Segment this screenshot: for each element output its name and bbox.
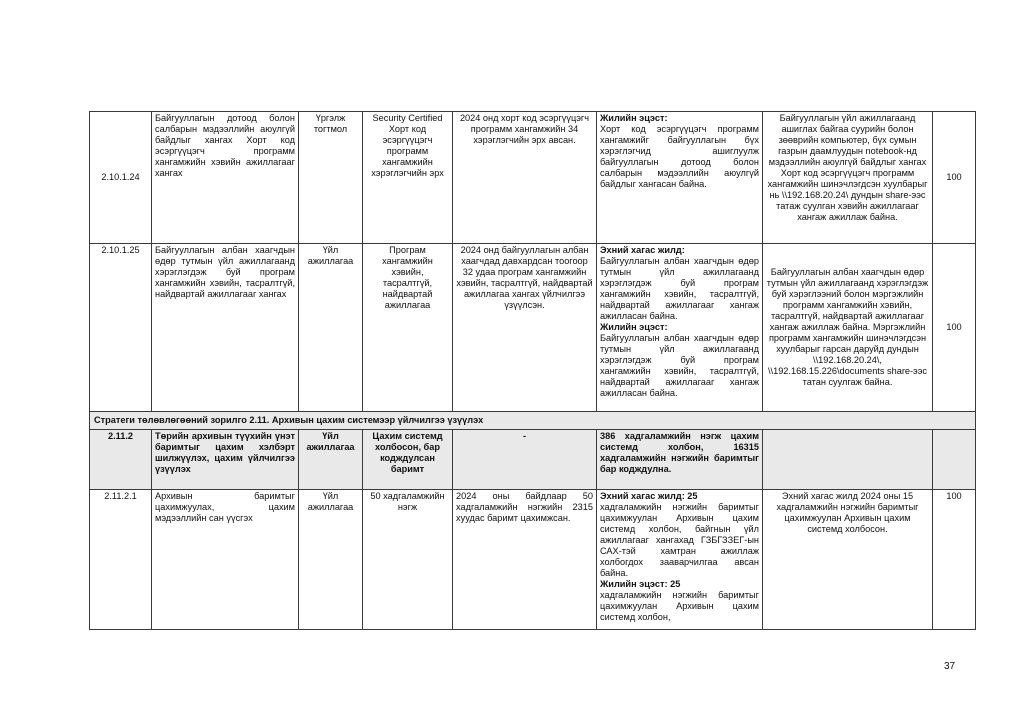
strategy-band bbox=[90, 412, 976, 430]
table-row bbox=[90, 112, 976, 244]
progress-text: хадгаламжийн нэгжийн баримтыг цахимжуулан Архивын цахим системд холбон, байгнын үйл ажиллагааг хангахад ГЗБГЗЗЕГ-ын САХ-тэй хамтран ажиллаж холбогдох зааварчилгаа авсан байна. bbox=[600, 502, 759, 578]
table-row bbox=[90, 244, 976, 412]
row-measure: Үйл ажиллагаа bbox=[299, 244, 363, 412]
row-progress bbox=[597, 112, 763, 244]
row-activity: Архивын баримтыг цахимжуулах, цахим мэдээллийн сан үүсгэх bbox=[152, 490, 299, 630]
progress-label-2: Жилийн эцэст: 25 bbox=[600, 579, 681, 589]
row-baseline: - bbox=[453, 430, 597, 490]
row-score: 100 bbox=[933, 244, 976, 412]
row-baseline: 2024 онд хорт код эсэргүүцэгч программ хангамжийн 34 хэрэглэгчийн эрх авсан. bbox=[453, 112, 597, 244]
table-row bbox=[90, 490, 976, 630]
row-activity: Байгууллагын албан хаагчдын өдөр тутмын үйл ажиллагаанд хэрэглэгдэж буй програм хангамжийн хэвийн, тасралтгүй, найдвартай ажиллагааг хангах bbox=[152, 244, 299, 412]
progress-text: Байгууллагын албан хаагчдын өдөр тутмын үйл ажиллагаанд хэрэглэгдэж буй програм хангамжийн хэвийн, тасралтгүй, найдвартай ажиллагааг хангаж ажилласан байна. bbox=[600, 256, 759, 321]
row-result: Байгууллагын үйл ажиллагаанд ашиглах байгаа суурийн болон зөөврийн компьютер, бүх сумын газрын даамлуудын notebook-нд мэдээллийн аюулгүй байдлыг хангах Хорт код эсэргүүцэгч программ хангамжийн шинэчлэгдсэн хуулбарыг нь \\192.168.20.24\ дундын share-ээс татаж суулган хэвийн ажиллагааг хангаж ажиллаж байна. bbox=[763, 112, 933, 244]
row-activity: Байгууллагын дотоод болон салбарын мэдээллийн аюулгүй байдлыг хангах Хорт код эсэргүүцэгч программ хангамжийн хэвийн ажиллагааг хангах bbox=[152, 112, 299, 244]
row-score: 100 bbox=[933, 490, 976, 630]
row-baseline: 2024 онд байгууллагын албан хаагчдад давхардсан тоогоор 32 удаа програм хангамжийн хэвийн, тасралтгүй, найдвартай ажиллагаа хангах үйлчилгээ үзүүлсэн. bbox=[453, 244, 597, 412]
strategy-band-text: Стратеги төлөвлөгөөний зорилго 2.11. Архивын цахим системээр үйлчилгээ үзүүлэх bbox=[90, 412, 976, 430]
row-indicator: Цахим системд холбосон, бар кодждулсан баримт bbox=[363, 430, 453, 490]
progress-text-2: Байгууллагын албан хаагчдын өдөр тутмын үйл ажиллагаанд хэрэглэгдэж буй програм хангамжийн хэвийн, тасралтгүй, найдвартай ажиллагааг хангаж ажилласан байна. bbox=[600, 333, 759, 398]
progress-text: Хорт код эсэргүүцэгч программ хангамжийг байгууллагын бүх хэрэглэгчид ашиглуулж байгууллагын дотоод болон салбарын мэдээллийн аюулгүй байдлыг хангасан байна. bbox=[600, 124, 759, 189]
row-code: 2.11.2 bbox=[90, 430, 152, 490]
progress-label-2: Жилийн эцэст: bbox=[600, 322, 668, 332]
row-measure: Үйл ажиллагаа bbox=[299, 490, 363, 630]
report-table bbox=[89, 111, 976, 630]
row-score bbox=[933, 430, 976, 490]
row-progress: 386 хадгаламжийн нэгж цахим системд холбон, 16315 хадгаламжийн нэгжийн баримтыг бар кодждулна. bbox=[597, 430, 763, 490]
row-indicator: Security Certified Хорт код эсэргүүцэгч программ хангамжийн хэрэглэгчийн эрх bbox=[363, 112, 453, 244]
row-indicator: Програм хангамжийн хэвийн, тасралтгүй, найдвартай ажиллагаа bbox=[363, 244, 453, 412]
progress-label: Эхний хагас жилд: bbox=[600, 245, 685, 255]
goal-row bbox=[90, 430, 976, 490]
row-code: 2.10.1.24 bbox=[90, 112, 152, 244]
row-score: 100 bbox=[933, 112, 976, 244]
row-measure: Үргэлж тогтмол bbox=[299, 112, 363, 244]
progress-label: Эхний хагас жилд: 25 bbox=[600, 491, 698, 501]
row-result bbox=[763, 430, 933, 490]
progress-text-2: хадгаламжийн нэгжийн баримтыг цахимжуулан Архивын цахим системд холбон, bbox=[600, 590, 759, 622]
row-result: Байгууллагын албан хаагчдын өдөр тутмын үйл ажиллагаанд хэрэглэгдэж буй хэрэглээний болон мэргэжлийн программ хангамжийн хэвийн, тасралтгүй, найдвартай ажиллагааг хангаж ажиллаж байна. Мэргэжлийн программ хангамжийн шинэчлэгдсэн хуулбарыг гарсан даруйд дундын \\192.168.20.24\, \\192.168.15.226\documents share-ээс татан суулгаж байна. bbox=[763, 244, 933, 412]
row-code: 2.10.1.25 bbox=[90, 244, 152, 412]
row-result: Эхний хагас жилд 2024 оны 15 хадгаламжийн нэгжийн баримтыг цахимжуулан Архивын цахим системд холбосон. bbox=[763, 490, 933, 630]
row-measure: Үйл ажиллагаа bbox=[299, 430, 363, 490]
row-progress bbox=[597, 490, 763, 630]
page-number: 37 bbox=[944, 661, 956, 672]
row-baseline: 2024 оны байдлаар 50 хадгаламжийн нэгжийн 2315 хуудас баримт цахимжсан. bbox=[453, 490, 597, 630]
row-indicator: 50 хадгаламжийн нэгж bbox=[363, 490, 453, 630]
row-activity: Төрийн архивын түүхийн үнэт баримтыг цахим хэлбэрт шилжүүлэх, цахим үйлчилгээ үзүүлэх bbox=[152, 430, 299, 490]
row-progress bbox=[597, 244, 763, 412]
row-code: 2.11.2.1 bbox=[90, 490, 152, 630]
progress-label: Жилийн эцэст: bbox=[600, 113, 668, 123]
